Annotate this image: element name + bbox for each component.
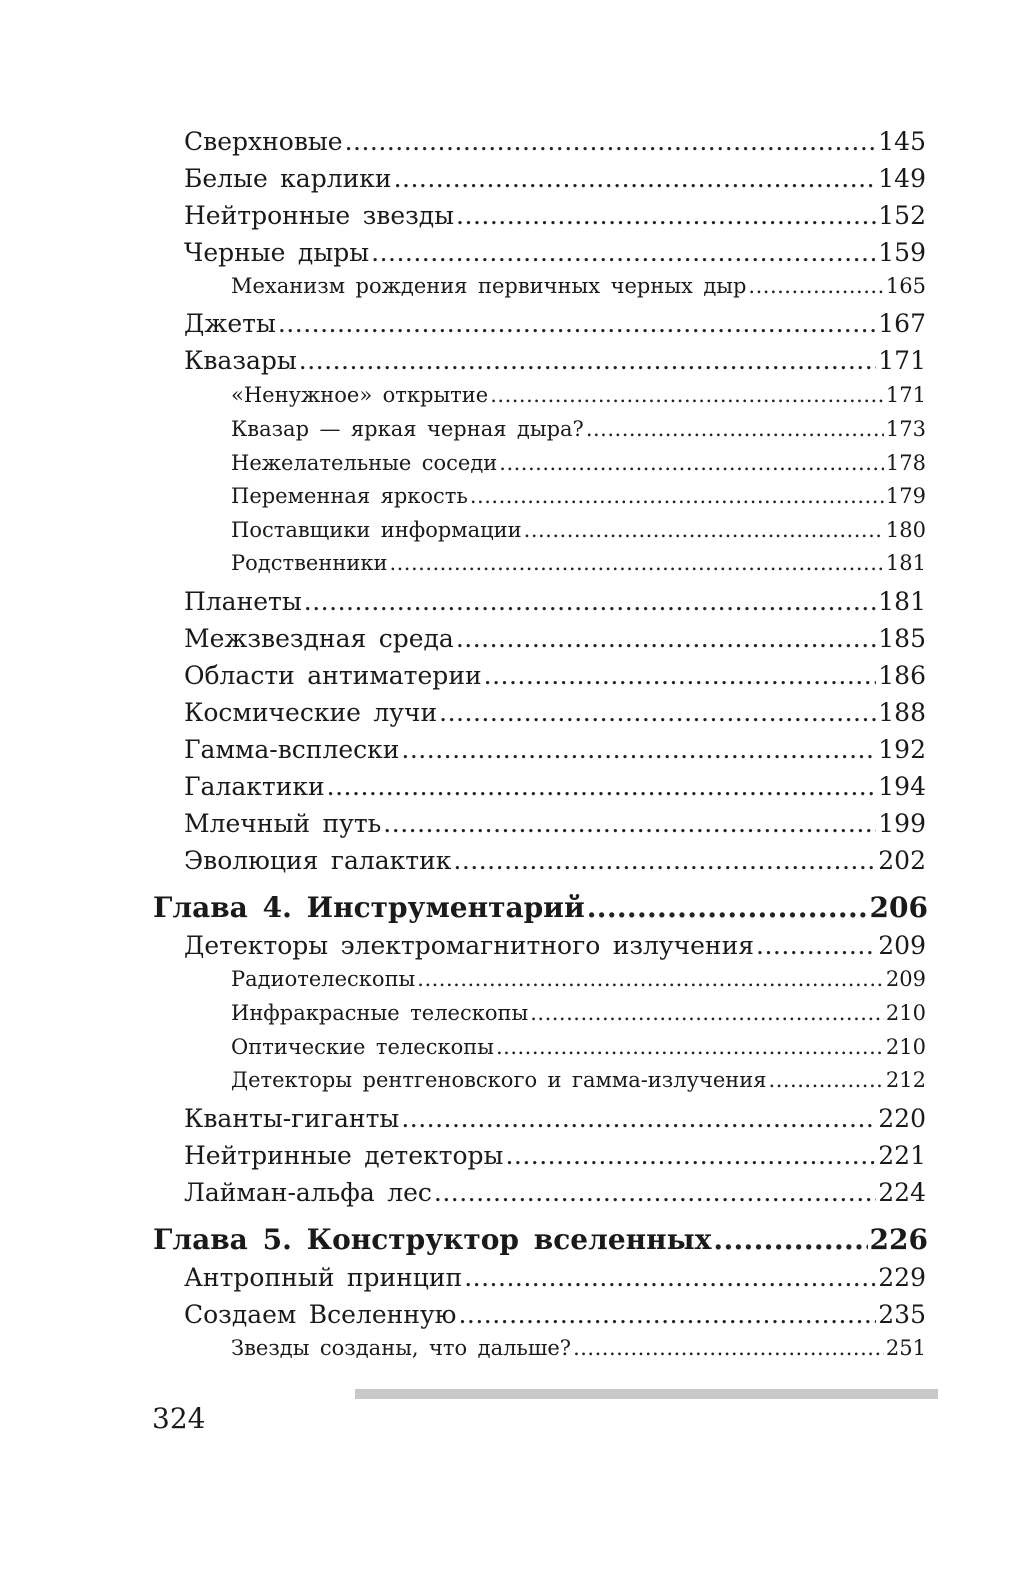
toc-entry-page: 224 [878,1178,926,1207]
toc-entry-page: 209 [885,967,926,991]
toc-entry-page: 171 [885,383,926,407]
toc-subsection-entry [231,1035,926,1059]
toc-section-entry [184,809,926,838]
toc-entry-page: 221 [878,1141,926,1170]
toc-entry-title: Антропный принцип [184,1263,463,1292]
dot-leader [304,587,877,616]
dot-leader [401,735,876,764]
toc-entry-title: Радиотелескопы [231,967,416,991]
dot-leader [458,1300,876,1329]
dot-leader [496,1035,884,1059]
dot-leader [394,164,877,193]
toc-entry-title: Квазар — яркая черная дыра? [231,417,584,441]
dot-leader [505,1141,876,1170]
dot-leader [499,451,884,475]
toc-section-entry [184,661,926,690]
toc-entry-page: 173 [885,417,926,441]
toc-entry-page: 149 [878,164,926,193]
toc-entry-page: 206 [869,891,928,924]
toc-section-entry [184,164,926,193]
dot-leader [417,967,884,991]
toc-entry-page: 192 [878,735,926,764]
toc-entry-page: 185 [878,624,926,653]
toc-entry-title: Эволюция галактик [184,846,452,875]
dot-leader [573,1336,884,1360]
toc-entry-page: 167 [878,309,926,338]
toc-entry-title: Нейтронные звезды [184,201,455,230]
dot-leader [453,846,876,875]
toc-entry-title: Оптические телескопы [231,1035,494,1059]
toc-entry-title: Межзвездная среда [184,624,454,653]
toc-entry-page: 229 [878,1263,926,1292]
dot-leader [748,274,883,298]
toc-entry-title: Нейтринные детекторы [184,1141,504,1170]
toc-entry-title: Нежелательные соседи [231,451,498,475]
toc-entry-title: Планеты [184,587,302,616]
toc-subsection-entry [231,551,926,575]
dot-leader [456,624,876,653]
toc-subsection-entry [231,451,926,475]
toc-entry-title: Области антиматерии [184,661,482,690]
toc-entry-title: Сверхновые [184,127,343,156]
toc-entry-title: Переменная яркость [231,484,468,508]
toc-section-entry [184,1104,926,1133]
toc-entry-title: Родственники [231,551,388,575]
toc-entry-page: 179 [885,484,926,508]
toc-entry-title: Создаем Вселенную [184,1300,457,1329]
toc-section-entry [184,624,926,653]
toc-subsection-entry [231,1001,926,1025]
toc-entry-title: Космические лучи [184,698,438,727]
dot-leader [371,238,876,267]
dot-leader [383,809,876,838]
dot-leader [278,309,876,338]
toc-section-entry [184,735,926,764]
toc-entry-title: Инфракрасные телескопы [231,1001,529,1025]
footer-rule [355,1389,938,1399]
toc-section-entry [184,772,926,801]
toc-section-entry [184,201,926,230]
dot-leader [464,1263,876,1292]
toc-entry-page: 181 [885,551,926,575]
toc-section-entry [184,1141,926,1170]
toc-subsection-entry [231,1336,926,1360]
toc-entry-page: 145 [878,127,926,156]
toc-entry-page: 186 [878,661,926,690]
toc-entry-page: 202 [878,846,926,875]
dot-leader [484,661,877,690]
toc-section-entry [184,1300,926,1329]
dot-leader [769,1068,884,1092]
toc-entry-title: Галактики [184,772,325,801]
dot-leader [586,417,884,441]
toc-entry-page: 226 [869,1223,928,1256]
toc-entry-title: Лайман-альфа лес [184,1178,432,1207]
dot-leader [299,346,877,375]
toc-section-entry [184,238,926,267]
toc-subsection-entry [231,484,926,508]
dot-leader [490,383,884,407]
toc-subsection-entry [231,518,926,542]
toc-chapter-entry [153,891,928,924]
toc-section-entry [184,698,926,727]
dot-leader [439,698,876,727]
dot-leader [401,1104,876,1133]
toc-subsection-entry [231,383,926,407]
toc-subsection-entry [231,967,926,991]
toc-section-entry [184,846,926,875]
toc-entry-title: Черные дыры [184,238,370,267]
toc-entry-title: «Ненужное» открытие [231,383,489,407]
toc-entry-page: 220 [878,1104,926,1133]
toc-section-entry [184,346,926,375]
toc-entry-page: 212 [885,1068,926,1092]
toc-section-entry [184,1178,926,1207]
dot-leader [530,1001,884,1025]
toc-entry-page: 159 [878,238,926,267]
toc-entry-page: 199 [878,809,926,838]
toc-entry-title: Механизм рождения первичных черных дыр [231,274,747,298]
toc-entry-page: 251 [885,1336,926,1360]
toc-entry-page: 171 [878,346,926,375]
dot-leader [389,551,883,575]
toc-entry-page: 210 [885,1001,926,1025]
toc-section-entry [184,587,926,616]
toc-entry-title: Звезды созданы, что дальше? [231,1336,572,1360]
dot-leader [470,484,884,508]
toc-entry-page: 235 [878,1300,926,1329]
toc-section-entry [184,1263,926,1292]
toc-entry-page: 210 [885,1035,926,1059]
toc-entry-page: 209 [878,931,926,960]
toc-subsection-entry [231,274,926,298]
toc-entry-title: Поставщики информации [231,518,522,542]
dot-leader [524,518,884,542]
toc-entry-page: 181 [878,587,926,616]
toc-entry-title: Детекторы рентгеновского и гамма-излучения [231,1068,767,1092]
dot-leader [327,772,877,801]
toc-entry-title: Квазары [184,346,297,375]
toc-entry-title: Глава 5. Конструктор вселенных [153,1223,712,1256]
toc-entry-title: Детекторы электромагнитного излучения [184,931,755,960]
toc-entry-title: Глава 4. Инструментарий [153,891,585,924]
dot-leader [713,1223,867,1256]
toc-entry-title: Джеты [184,309,276,338]
dot-leader [456,201,876,230]
toc-entry-page: 152 [878,201,926,230]
toc-entry-page: 194 [878,772,926,801]
toc-section-entry [184,309,926,338]
toc-entry-title: Кванты-гиганты [184,1104,400,1133]
toc-entry-title: Млечный путь [184,809,382,838]
toc-entry-page: 180 [885,518,926,542]
toc-section-entry [184,127,926,156]
toc-entry-page: 178 [885,451,926,475]
dot-leader [345,127,877,156]
toc-chapter-entry [153,1223,928,1256]
toc-subsection-entry [231,417,926,441]
page-number: 324 [152,1402,206,1435]
toc-entry-page: 188 [878,698,926,727]
toc-subsection-entry [231,1068,926,1092]
dot-leader [756,931,876,960]
toc-entry-title: Гамма-всплески [184,735,400,764]
toc-section-entry [184,931,926,960]
dot-leader [434,1178,876,1207]
dot-leader [587,891,868,924]
toc-entry-title: Белые карлики [184,164,392,193]
toc-entry-page: 165 [885,274,926,298]
